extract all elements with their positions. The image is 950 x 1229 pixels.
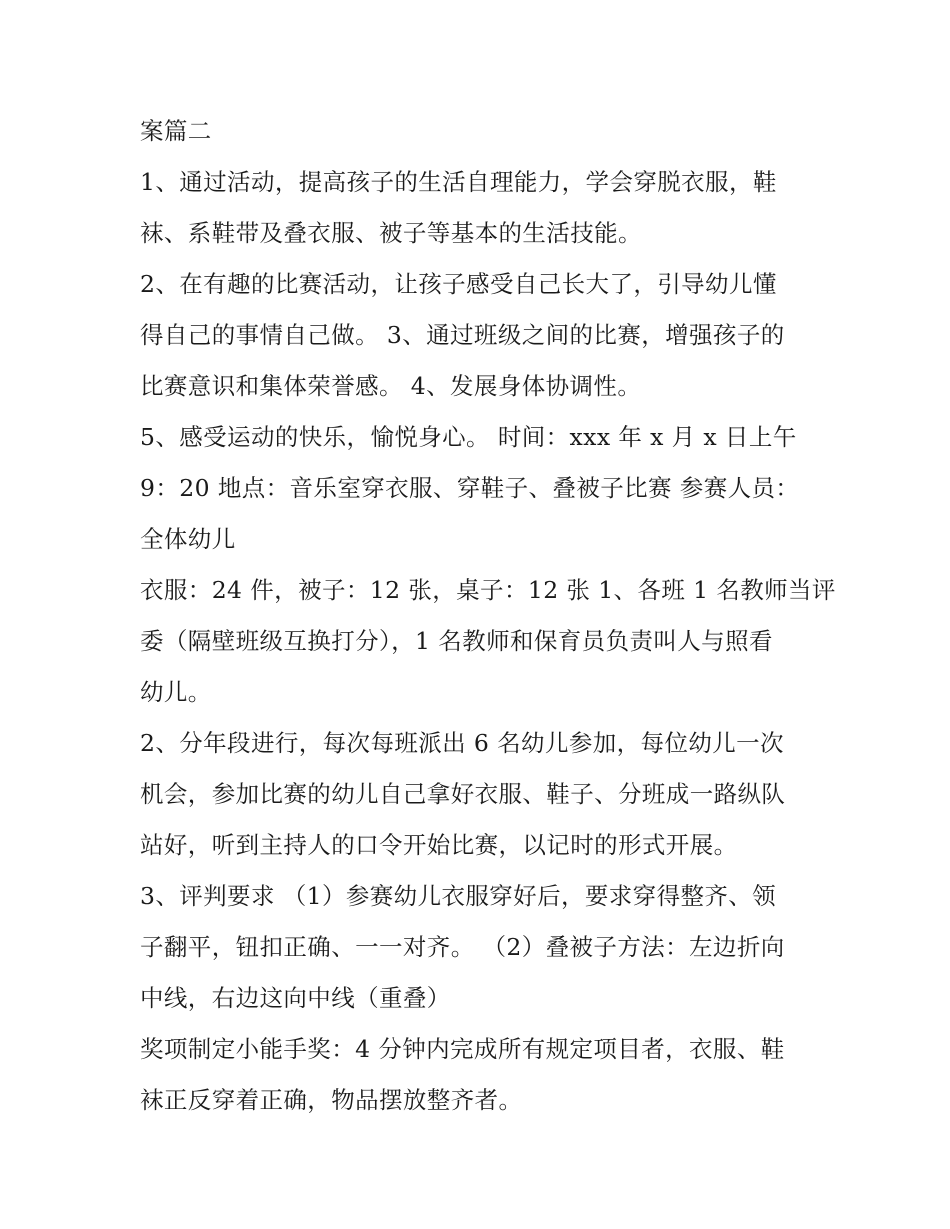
section-heading: 案篇二 xyxy=(140,117,212,145)
document-body xyxy=(140,106,840,1126)
text-line: 5、感受运动的快乐，愉悦身心。 时间：xxx 年 x 月 x 日上午 xyxy=(140,423,797,451)
text-line: 全体幼儿 xyxy=(140,525,236,553)
text-line: 袜正反穿着正确，物品摆放整齐者。 xyxy=(140,1086,523,1114)
text-line: 子翻平，钮扣正确、一一对齐。 （2）叠被子方法：左边折向 xyxy=(140,933,785,961)
text-line: 委（隔壁班级互换打分），1 名教师和保育员负责叫人与照看 xyxy=(140,627,773,655)
text-line: 站好，听到主持人的口令开始比赛，以记时的形式开展。 xyxy=(140,831,738,859)
text-line: 袜、系鞋带及叠衣服、被子等基本的生活技能。 xyxy=(140,219,642,247)
text-line: 2、在有趣的比赛活动，让孩子感受自己长大了，引导幼儿懂 xyxy=(140,270,777,298)
text-line: 3、评判要求 （1）参赛幼儿衣服穿好后，要求穿得整齐、领 xyxy=(140,882,777,910)
text-line: 中线，右边这向中线（重叠） xyxy=(140,984,451,1012)
text-line: 衣服：24 件，被子：12 张，桌子：12 张 1、各班 1 名教师当评 xyxy=(140,576,836,604)
text-line: 1、通过活动，提高孩子的生活自理能力，学会穿脱衣服，鞋 xyxy=(140,168,777,196)
text-line: 2、分年段进行，每次每班派出 6 名幼儿参加，每位幼儿一次 xyxy=(140,729,784,757)
text-line: 幼儿。 xyxy=(140,678,212,706)
text-line: 得自己的事情自己做。 3、通过班级之间的比赛，增强孩子的 xyxy=(140,321,785,349)
text-line: 机会，参加比赛的幼儿自己拿好衣服、鞋子、分班成一路纵队 xyxy=(140,780,786,808)
text-line: 奖项制定小能手奖：4 分钟内完成所有规定项目者，衣服、鞋 xyxy=(140,1035,785,1063)
text-line: 比赛意识和集体荣誉感。 4、发展身体协调性。 xyxy=(140,372,642,400)
text-line: 9：20 地点：音乐室穿衣服、穿鞋子、叠被子比赛 参赛人员： xyxy=(140,474,800,502)
